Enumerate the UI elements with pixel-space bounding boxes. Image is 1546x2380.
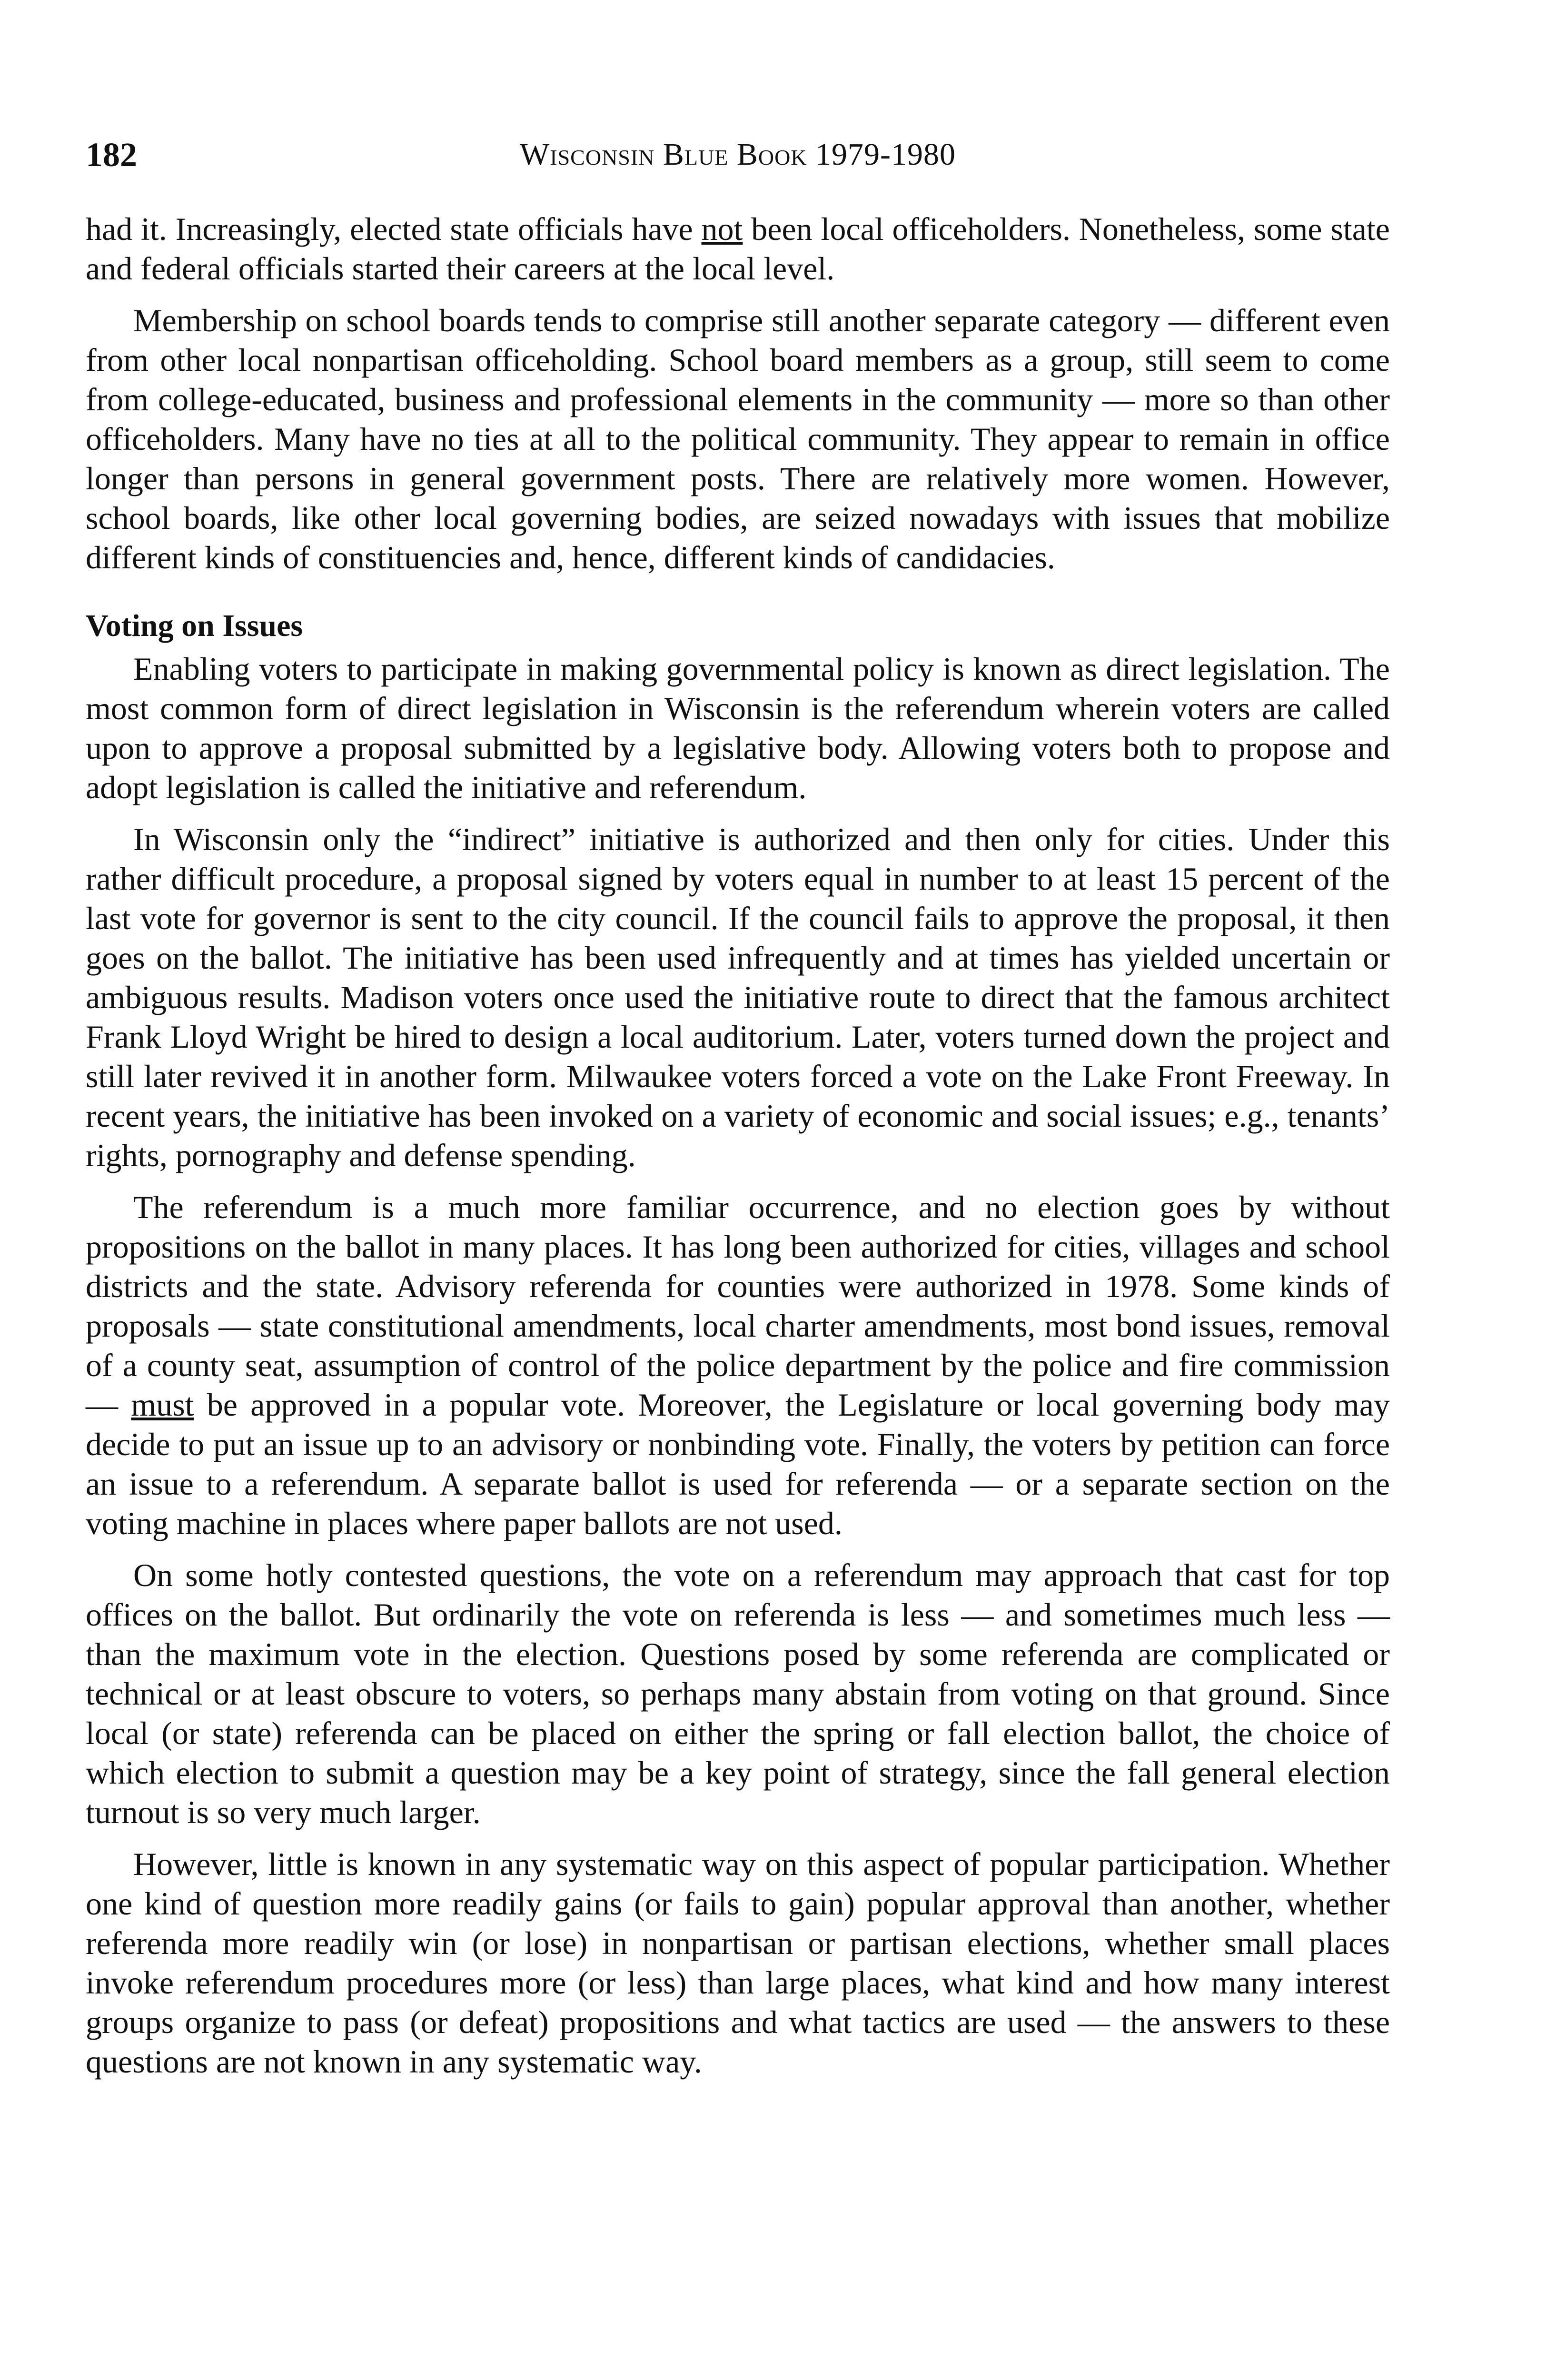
- section-heading: Voting on Issues: [86, 608, 303, 643]
- paragraph-5-text-b: be approved in a popular vote. Moreover, the Legislature or local governing body may decide to put an issue up to an advisory or nonbinding vote. Finally, the voters by petition can force an issue to a referendum. A separate ballot is used for referenda — or a separate section on the voting machine in places where paper ballots are not used.: [86, 1387, 1390, 1541]
- page-number: 182: [86, 136, 137, 174]
- page-header: [86, 129, 1390, 181]
- paragraph-3: Enabling voters to participate in making governmental policy is known as direct legislation. The most common form of direct legislation in Wisconsin is the referendum wherein voters are called upon to approve a proposal submitted by a legislative body. Allowing voters both to propose and adopt legislation is called the initiative and referendum.: [86, 651, 1390, 805]
- paragraph-1-text-a: had it. Increasingly, elected state officials have: [86, 211, 702, 247]
- paragraph-4: In Wisconsin only the “indirect” initiative is authorized and then only for cities. Under this rather difficult procedure, a proposal signed by voters equal in number to at least 15 percent of the last vote for governor is sent to the city council. If the council fails to approve the proposal, it then goes on the ballot. The initiative has been used infrequently and at times has yielded uncertain or ambiguous results. Madison voters once used the initiative route to direct that the famous architect Frank Lloyd Wright be hired to design a local auditorium. Later, voters turned down the project and still later revived it in another form. Milwaukee voters forced a vote on the Lake Front Freeway. In recent years, the initiative has been invoked on a variety of economic and social issues; e.g., tenants’ rights, pornography and defense spending.: [86, 821, 1390, 1173]
- running-head: Wisconsin Blue Book 1979-1980: [519, 137, 956, 172]
- paragraph-5: [86, 1188, 1390, 1543]
- paragraph-6: On some hotly contested questions, the vote on a referendum may approach that cast for top offices on the ballot. But ordinarily the vote on referenda is less — and sometimes much less — than the maximum vote in the election. Questions posed by some referenda are complicated or technical or at least obscure to voters, so perhaps many abstain from voting on that ground. Since local (or state) referenda can be placed on either the spring or fall election ballot, the choice of which election to submit a question may be a key point of strategy, since the fall general election turnout is so very much larger.: [86, 1557, 1390, 1830]
- emphasis-not: not: [701, 211, 743, 247]
- page-body: [86, 209, 1390, 2094]
- paragraph-7: However, little is known in any systematic way on this aspect of popular participation. Whether one kind of question more readily gains (or fails to gain) popular approval than another, whether referenda more readily win (or lose) in nonpartisan or partisan elections, whether small places invoke referendum procedures more (or less) than large places, what kind and how many interest groups organize to pass (or defeat) propositions and what tactics are used — the answers to these questions are not known in any systematic way.: [86, 1846, 1390, 2080]
- paragraph-2: Membership on school boards tends to comprise still another separate category — different even from other local nonpartisan officeholding. School board members as a group, still seem to come from college-educated, business and professional elements in the community — more so than other officeholders. Many have no ties at all to the political community. They appear to remain in office longer than persons in general government posts. There are relatively more women. However, school boards, like other local governing bodies, are seized nowadays with issues that mobilize different kinds of constituencies and, hence, different kinds of candidacies.: [86, 302, 1390, 575]
- paragraph-5-text-a: The referendum is a much more familiar occurrence, and no election goes by without propositions on the ballot in many places. It has long been authorized for cities, villages and school districts and the state. Advisory referenda for counties were authorized in 1978. Some kinds of proposals — state constitutional amendments, local charter amendments, most bond issues, removal of a county seat, assumption of control of the police department by the police and fire commission —: [86, 1189, 1390, 1423]
- emphasis-must: must: [131, 1387, 194, 1423]
- paragraph-1-text-b: been local officeholders. Nonetheless, some state and federal officials started their careers at the local level.: [86, 211, 1390, 287]
- paragraph-1: [86, 209, 1390, 288]
